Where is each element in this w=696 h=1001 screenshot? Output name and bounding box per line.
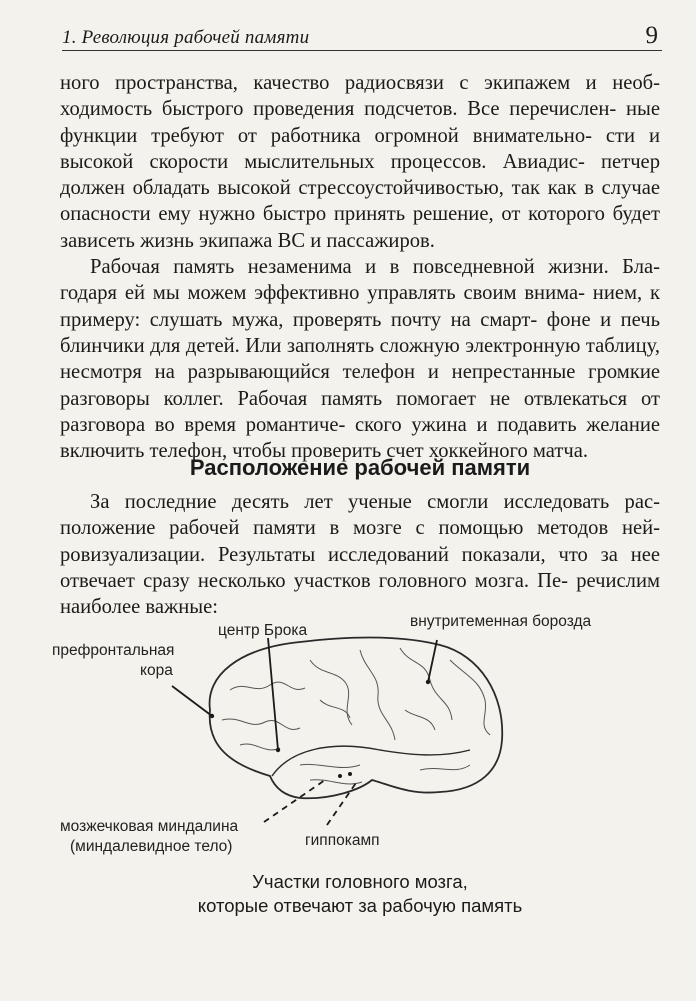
text-line: фоне и печь блинчики для детей. Или заполнять сложную [60, 308, 660, 357]
chapter-title: 1. Революция рабочей памяти [62, 27, 310, 48]
caption-line-2: которые отвечают за рабочую память [197, 895, 523, 916]
dot-amygdala [338, 774, 342, 778]
text-line: ного пространства, качество радиосвязи с экипажем и необ- [60, 72, 660, 94]
label-prefrontal-2: кора [140, 662, 173, 679]
text-line: от которого будет зависеть жизнь экипажа ВС и пассажиров. [60, 203, 660, 252]
text-line: годаря ей мы можем эффективно управлять своим внима- [60, 282, 585, 305]
running-header [62, 20, 662, 51]
page-number: 9 [645, 22, 658, 49]
section-heading: Расположение рабочей памяти [189, 455, 531, 480]
label-broca: центр Брока [218, 622, 308, 639]
leader-hippocampus [327, 780, 358, 825]
text-line: электронную таблицу, несмотря на разрывающийся телефон [60, 334, 660, 384]
text-line: ные функции требуют от работника огромной внимательно- [60, 98, 660, 147]
leader-broca [268, 638, 278, 750]
label-amygdala-2: (миндалевидное тело) [70, 838, 233, 855]
dot-prefrontal [210, 714, 214, 718]
text-line: как в случае опасности ему нужно быстро принять решение, [60, 177, 660, 226]
text-line: помогает не отвлекаться от разговора во время романтиче- [60, 387, 660, 436]
text-line: ходимость быстрого проведения подсчетов. Все перечислен- [60, 98, 617, 121]
dot-broca [276, 748, 280, 752]
text-line: ского ужина и подавить желание включить телефон, чтобы [60, 413, 661, 463]
text-line: Рабочая память незаменима и в повседневной жизни. Бла- [90, 256, 660, 279]
label-hippocampus: гиппокамп [305, 832, 380, 849]
label-intraparietal: внутритеменная борозда [410, 613, 592, 630]
text-line: речислим наиболее важные: [60, 569, 661, 619]
brain-gyri [222, 648, 490, 784]
body-text-top [60, 70, 660, 464]
text-line: проверить счет хоккейного матча. [291, 440, 589, 463]
text-line: сти и высокой скорости мыслительных процессов. Авиадис- [60, 124, 661, 173]
text-line: нием, к примеру: слушать мужа, проверять почту на смарт- [60, 282, 660, 331]
text-line: петчер должен обладать высокой стрессоустойчивостью, так [60, 150, 660, 200]
paragraph-1 [60, 70, 660, 254]
label-prefrontal-1: префронтальная [52, 642, 175, 659]
region-dots [210, 680, 430, 778]
figure-caption [60, 870, 660, 918]
leader-prefrontal [172, 686, 212, 716]
text-line: нее отвечает сразу несколько участков головного мозга. Пе- [60, 543, 660, 592]
dot-hippocampus [348, 772, 352, 776]
leader-amygdala [264, 780, 325, 822]
text-line: и непрестанные громкие разговоры коллег. Рабочая память [60, 361, 660, 410]
caption-line-1: Участки головного мозга, [252, 871, 468, 892]
paragraph-2 [60, 254, 660, 464]
brain-outline [210, 637, 503, 798]
dot-intraparietal [426, 680, 430, 684]
text-line: положение рабочей памяти в мозге с помощью методов ней- [60, 517, 660, 540]
text-line: За последние десять лет ученые смогли исследовать рас- [90, 491, 660, 513]
text-line: ровизуализации. Результаты исследований показали, что за [60, 543, 618, 566]
label-amygdala-1: мозжечковая миндалина [60, 818, 239, 835]
brain-fissure [272, 746, 470, 776]
leader-intraparietal [428, 640, 437, 682]
